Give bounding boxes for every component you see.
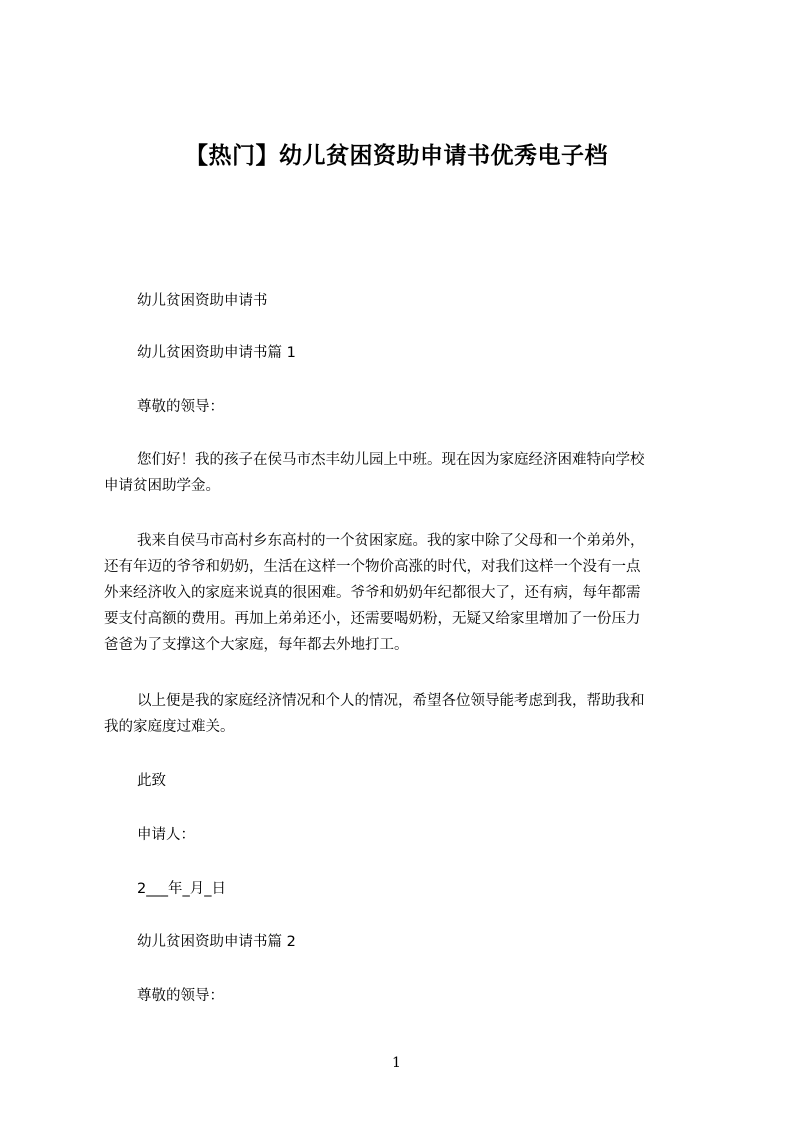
paragraph-1-line: 申请贫困助学金。 xyxy=(104,478,220,494)
paragraph-2-line: 爸爸为了支撑这个大家庭，每年都去外地打工。 xyxy=(104,637,409,653)
paragraph-1 xyxy=(104,447,704,499)
date-text: 2___年_月_日 xyxy=(137,881,226,897)
date xyxy=(104,876,737,902)
paragraph-2-line: 还有年迈的爷爷和奶奶，生活在这样一个物价高涨的时代，对我们这样一个没有一点 xyxy=(104,559,641,575)
paragraph-2-line: 外来经济收入的家庭来说真的很困难。爷爷和奶奶年纪都很大了，还有病，每年都需 xyxy=(104,585,641,601)
page-number: 1 xyxy=(392,1055,401,1071)
paragraph-2 xyxy=(104,528,704,658)
paragraph-3-line: 以上便是我的家庭经济情况和个人的情况，希望各位领导能考虑到我，帮助我和 xyxy=(137,693,645,709)
salutation-2-text: 尊敬的领导： xyxy=(137,988,224,1004)
paragraph-3 xyxy=(104,688,704,740)
heading-text: 幼儿贫困资助申请书 xyxy=(137,293,268,309)
paragraph-3-line: 我的家庭度过难关。 xyxy=(104,719,235,735)
section1-title-text: 幼儿贫困资助申请书篇 1 xyxy=(137,345,296,361)
section2-title xyxy=(104,929,737,955)
section1-title xyxy=(104,340,737,366)
applicant-text: 申请人： xyxy=(137,827,195,843)
paragraph-1-line: 您们好！我的孩子在侯马市杰丰幼儿园上中班。现在因为家庭经济困难特向学校 xyxy=(137,452,645,468)
salutation-2 xyxy=(104,983,737,1009)
section2-title-text: 幼儿贫困资助申请书篇 2 xyxy=(137,934,296,950)
closing xyxy=(104,768,737,794)
document-title: 【热门】幼儿贫困资助申请书优秀电子档 xyxy=(185,143,608,169)
paragraph-2-line: 要支付高额的费用。再加上弟弟还小，还需要喝奶粉，无疑又给家里增加了一份压力 xyxy=(104,611,641,627)
salutation-1 xyxy=(104,394,737,420)
applicant xyxy=(104,822,737,848)
closing-text: 此致 xyxy=(137,773,166,789)
document-heading xyxy=(104,288,737,314)
salutation-1-text: 尊敬的领导： xyxy=(137,399,224,415)
paragraph-2-line: 我来自侯马市高村乡东高村的一个贫困家庭。我的家中除了父母和一个弟弟外， xyxy=(137,533,645,549)
